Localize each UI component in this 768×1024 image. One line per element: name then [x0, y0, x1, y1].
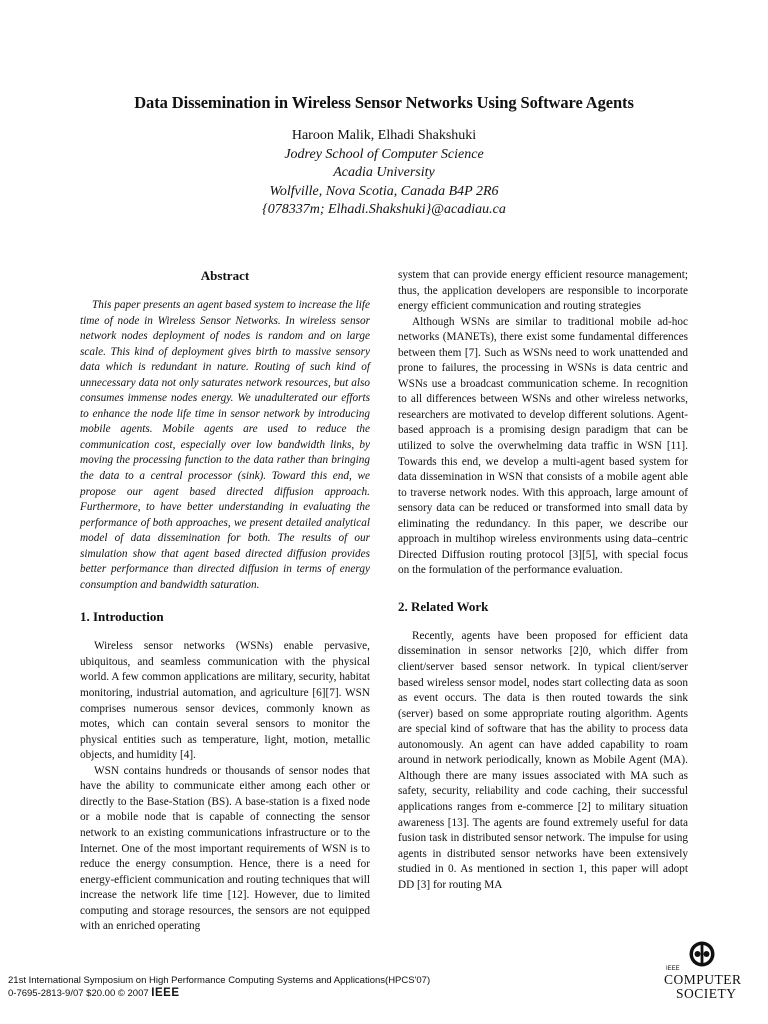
copyright-line: [8, 987, 568, 1000]
related-work-paragraph-1: Recently, agents have been proposed for efficient data dissemination in sensor networks [2]0, which differ from client/server based sensor network. In typical client/server based wireless sensor model, nodes start collecting data as soon as event occurs. The data is then routed towards the sink (server) based on some appropriate routing algorithm. Agents are special kind of software that has the ability to process data autonomously. An agent can have added capability to roam around in network periodically, known as Mobile Agent (MA). Although there are many issues associated with MA such as safety, security, reliability and code caching, their successful applications ranges from e-commerce [2] to military situation awareness [13]. The agents are found extremely useful for data fusion task in distributed sensor network. The impulse for using agents in distributed sensor networks have been extensively studied in 0. As mentioned in section 1, this paper will adopt DD [3] for routing MA: [398, 629, 688, 891]
author-email: {078337m; Elhadi.Shakshuki}@acadiau.ca: [262, 202, 506, 217]
logo-computer-text: COMPUTER: [664, 972, 742, 987]
ieee-wordmark: IEEE: [151, 987, 180, 999]
affiliation-school: Jodrey School of Computer Science: [284, 146, 484, 162]
affiliation-address: Wolfville, Nova Scotia, Canada B4P 2R6: [269, 183, 499, 199]
conference-line: 21st International Symposium on High Performance Computing Systems and Applications(HPCS'07): [8, 975, 431, 986]
abstract-text: This paper presents an agent based system to increase the life time of node in Wireless Sensor Networks. In wireless sensor network nodes deployment of nodes is random and on large scale. This kind of deployment gives birth to massive sensory data which is redundant in nature. Routing of such kind of unnecessary data not only saturates network resources, but also consumes immense nodes energy. We unadulterated our efforts to enhance the node life time in sensor network by introducing mobile agents. Mobile agents are used to reduce the communication cost, especially over low bandwidth links, by moving the processing function to the data rather than bringing the data to a central processor (sink). Toward this end, we propose our agent based directed diffusion approach. Furthermore, to have better understanding in evaluating the performance of both approaches, we present detailed analytical model of data dissemination for both. The results of our simulation show that agent based directed diffusion provides better performance than directed diffusion in terms of energy consumption and bandwidth saturation.: [80, 299, 370, 591]
related-work-heading: 2. Related Work: [398, 598, 489, 614]
left-column: [80, 268, 370, 935]
page-footer: [8, 975, 568, 1000]
author-block: [0, 127, 768, 220]
introduction-paragraph-continued: system that can provide energy efficient resource management; thus, the application developers are responsible to incorporate energy efficient communication and routing strategies: [398, 269, 688, 313]
abstract-heading: Abstract: [200, 268, 250, 283]
isbn-text: 0-7695-2813-9/07 $20.00 © 2007: [8, 988, 149, 999]
affiliation-university: Acadia University: [333, 165, 435, 180]
paper-title: Data Dissemination in Wireless Sensor Networks Using Software Agents: [134, 93, 634, 112]
logo-ieee-mark: IEEE: [666, 966, 680, 972]
introduction-paragraph-2: WSN contains hundreds or thousands of sensor nodes that have the ability to communicate either among each other or directly to the Base-Station (BS). A base-station is a fixed node or a mobile node that is capable of connecting the sensor network to an existing communications infrastructure or to the Internet. One of the most important requirements of WSN is to reduce the energy consumption. Hence, there is a need for energy-efficient communication and routing techniques that will increase the network life time [12]. However, due to limited computing and storage resources, the sensors are not equipped with an enriched operating: [80, 764, 370, 933]
author-names: Haroon Malik, Elhadi Shakshuki: [291, 128, 477, 143]
right-column: [398, 268, 688, 893]
computer-society-emblem-icon: [688, 940, 716, 968]
introduction-paragraph-1: Wireless sensor networks (WSNs) enable pervasive, ubiquitous, and seamless communication with the physical world. A few common applications are military, security, habitat monitoring, industrial automation, and agriculture [6][7]. WSN comprises numerous sensor devices, commonly known as motes, which can contain several sensors to monitor the physical entities such as temperature, light, motion, metallic objects, and humidity [4].: [80, 640, 370, 762]
logo-society-text: SOCIETY: [676, 986, 737, 1001]
computer-society-logo: [660, 940, 750, 1000]
introduction-heading: 1. Introduction: [80, 609, 164, 625]
introduction-paragraph-3: Although WSNs are similar to traditional mobile ad-hoc networks (MANETs), there exist some fundamental differences between them [7]. Such as WSNs need to work unattended and prone to failures, the processing in WSNs is data centric and WSNs use a broadcast communication scheme. In recognition to all differences between WSNs and other wireless networks, researchers are motivated to develop different solutions. Agent-based approach is a promising design paradigm that can be utilized to solve the overwhelming data traffic in WSN [11]. Towards this end, we develop a multi-agent based system for data dissemination in WSN that consists of a mobile agent able to traverse network nodes. With this approach, large amount of sensory data can be reduced or transformed into small data by eliminating the redundancy. In this paper, we describe our approach in multihop wireless environments using data–centric Directed Diffusion routing protocol [3][5], with special focus on the formulation of the performance evaluation.: [398, 315, 688, 577]
